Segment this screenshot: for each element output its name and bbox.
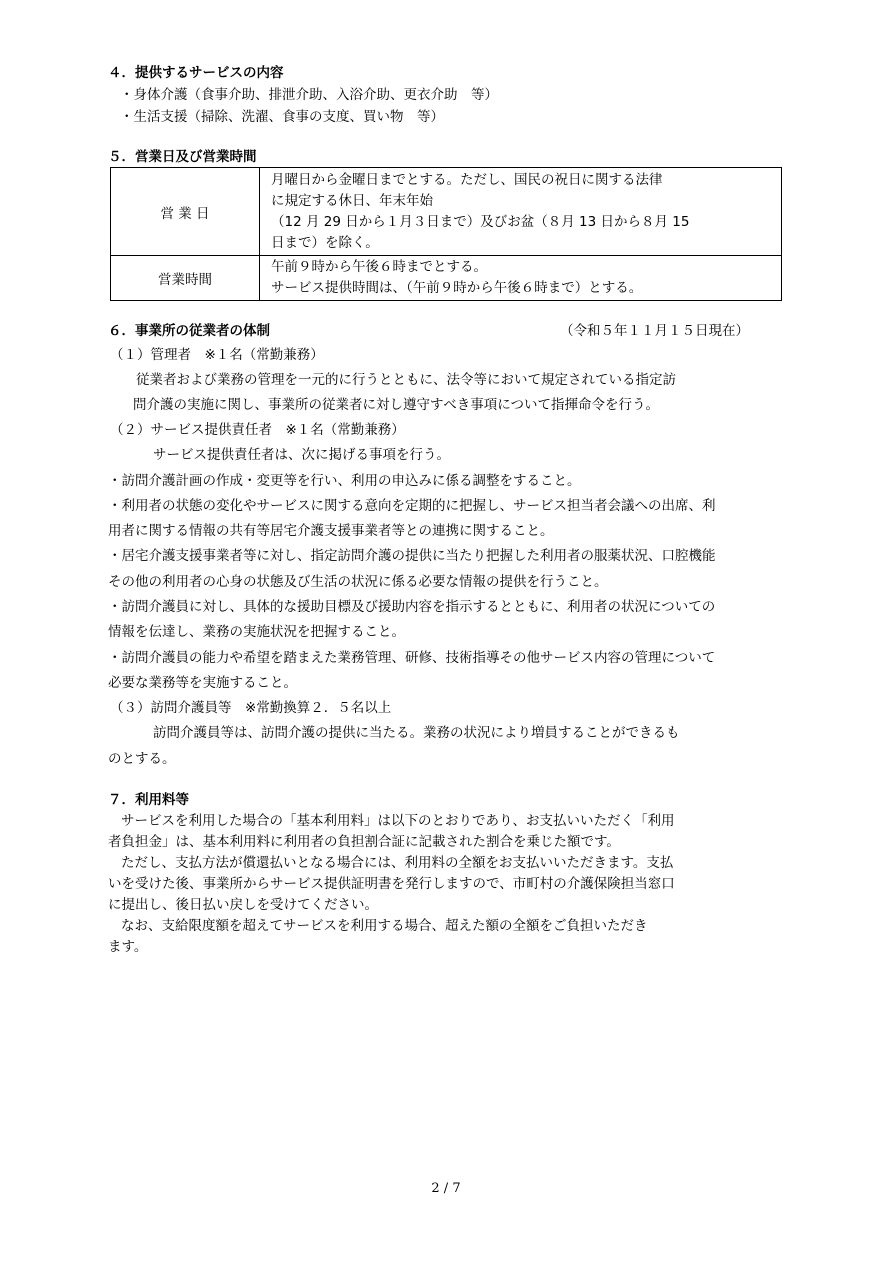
fee-line: に提出し、後日払い戻しを受けてください。 [108, 897, 378, 913]
staff-line: サービス提供責任者は、次に掲げる事項を行う。 [153, 447, 450, 463]
section-6-date: （令和５年１１月１５日現在） [560, 323, 749, 339]
table-row [111, 168, 782, 256]
business-hours-table [110, 167, 782, 301]
business-days-line: 月曜日から金曜日までとする。ただし、国民の祝日に関する法律 [271, 171, 663, 188]
section-4-title: ４．提供するサービスの内容 [108, 65, 284, 81]
fee-line: サービスを利用した場合の「基本利用料」は以下のとおりであり、お支払いいただく「利用 [121, 813, 675, 829]
fee-line: ただし、支払方法が償還払いとなる場合には、利用料の全額をお支払いいただきます。支払 [121, 855, 674, 871]
staff-line: ・訪問介護員に対し、具体的な援助目標及び援助内容を指示するとともに、利用者の状況についての [108, 599, 716, 615]
business-days-line: （12 月 29 日から１月３日まで）及びお盆（８月 13 日から８月 15 [271, 213, 690, 230]
fee-line: なお、支給限度額を超えてサービスを利用する場合、超えた額の全額をご負担いただき [121, 918, 648, 934]
business-days-line: 日まで）を除く。 [271, 234, 379, 251]
staff-line: その他の利用者の心身の状態及び生活の状況に係る必要な情報の提供を行うこと。 [108, 574, 608, 590]
business-days-line: に規定する休日、年末年始 [271, 192, 433, 209]
staff-line: 用者に関する情報の共有等居宅介護支援事業者等との連携に関すること。 [108, 523, 554, 539]
page-number: 2 / 7 [431, 1181, 461, 1196]
fee-line: いを受けた後、事業所からサービス提供証明書を発行しますので、市町村の介護保険担当窓口 [108, 876, 675, 892]
business-hours-line: 午前９時から午後６時までとする。 [271, 259, 487, 275]
staff-line: 従業者および業務の管理を一元的に行うとともに、法令等において規定されている指定訪 [136, 372, 676, 388]
staff-line: （１）管理者 ※１名（常勤兼務） [110, 347, 324, 363]
staff-line: ・居宅介護支援事業者等に対し、指定訪問介護の提供に当たり把握した利用者の服薬状況、口腔機能 [108, 548, 716, 564]
staff-line: （２）サービス提供責任者 ※１名（常勤兼務） [110, 422, 405, 438]
staff-line: のとする。 [108, 751, 176, 767]
service-item: ・生活支援（掃除、洗濯、食事の支度、買い物 等） [120, 109, 444, 125]
business-days-label: 営 業 日 [111, 168, 260, 256]
section-6-title: ６．事業所の従業者の体制 [108, 323, 270, 339]
staff-line: 情報を伝達し、業務の実施状況を把握すること。 [108, 624, 405, 640]
staff-line: 必要な業務等を実施すること。 [108, 675, 297, 691]
staff-line: （３）訪問介護員等 ※常勤換算２．５名以上 [110, 700, 392, 716]
business-days-value [260, 168, 782, 256]
staff-line: ・利用者の状態の変化やサービスに関する意向を定期的に把握し、サービス担当者会議への出席、利 [108, 498, 716, 514]
table-row [111, 256, 782, 301]
staff-line: ・訪問介護員の能力や希望を踏まえた業務管理、研修、技術指導その他サービス内容の管理について [108, 650, 716, 666]
fee-line: 者負担金」は、基本利用料に利用者の負担割合証に記載された割合を乗じた額です。 [108, 834, 620, 850]
staff-line: ・訪問介護計画の作成・変更等を行い、利用の申込みに係る調整をすること。 [108, 473, 581, 489]
service-item: ・身体介護（食事介助、排泄介助、入浴介助、更衣介助 等） [120, 87, 498, 103]
fee-line: ます。 [108, 939, 148, 955]
section-7-title: ７．利用料等 [108, 792, 189, 808]
business-hours-line: サービス提供時間は、（午前９時から午後６時まで）とする。 [271, 280, 643, 296]
staff-line: 問介護の実施に関し、事業所の従業者に対し遵守すべき事項について指揮命令を行う。 [133, 397, 659, 413]
business-hours-value [260, 256, 782, 301]
section-5-title: ５．営業日及び営業時間 [108, 149, 257, 165]
staff-line: 訪問介護員等は、訪問介護の提供に当たる。業務の状況により増員することができるも [153, 725, 680, 741]
business-hours-label: 営業時間 [111, 256, 260, 301]
